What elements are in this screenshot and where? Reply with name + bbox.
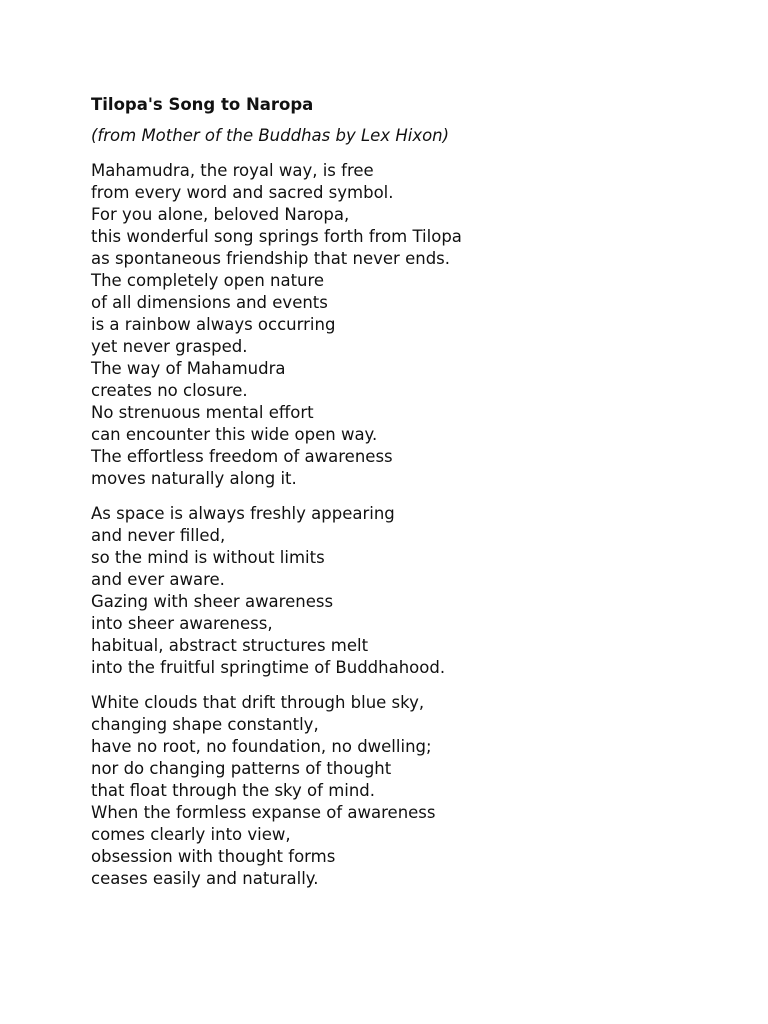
stanza-container	[91, 160, 731, 890]
poem-line: from every word and sacred symbol.	[91, 183, 394, 202]
poem-line: is a rainbow always occurring	[91, 315, 336, 334]
poem-line: The completely open nature	[91, 271, 325, 290]
stanza	[91, 503, 731, 679]
poem-line: into sheer awareness,	[91, 614, 273, 633]
poem-line: have no root, no foundation, no dwelling;	[91, 737, 432, 756]
poem-line: moves naturally along it.	[91, 469, 297, 488]
source-attribution: (from Mother of the Buddhas by Lex Hixon)	[91, 126, 450, 145]
poem-line: comes clearly into view,	[91, 825, 291, 844]
poem-line: yet never grasped.	[91, 337, 248, 356]
poem-line: changing shape constantly,	[91, 715, 319, 734]
stanza	[91, 160, 731, 490]
poem-line: When the formless expanse of awareness	[91, 803, 436, 822]
poem-line: so the mind is without limits	[91, 548, 325, 567]
poem-line: As space is always freshly appearing	[91, 504, 395, 523]
poem-line: Mahamudra, the royal way, is free	[91, 161, 374, 180]
poem-line: The effortless freedom of awareness	[91, 447, 393, 466]
poem-line: this wonderful song springs forth from Tilopa	[91, 227, 462, 246]
poem-line: and never filled,	[91, 526, 226, 545]
poem-line: nor do changing patterns of thought	[91, 759, 392, 778]
poem-line: that float through the sky of mind.	[91, 781, 376, 800]
poem-line: ceases easily and naturally.	[91, 869, 319, 888]
poem-line: and ever aware.	[91, 570, 225, 589]
poem-line: No strenuous mental effort	[91, 403, 314, 422]
poem-line: The way of Mahamudra	[91, 359, 286, 378]
poem-line: creates no closure.	[91, 381, 248, 400]
poem-line: Gazing with sheer awareness	[91, 592, 334, 611]
stanza	[91, 692, 731, 890]
page-title: Tilopa's Song to Naropa	[91, 95, 314, 114]
poem-line: of all dimensions and events	[91, 293, 328, 312]
poem-line: obsession with thought forms	[91, 847, 336, 866]
poem-line: can encounter this wide open way.	[91, 425, 378, 444]
poem-line: White clouds that drift through blue sky,	[91, 693, 425, 712]
poem-line: habitual, abstract structures melt	[91, 636, 369, 655]
poem-body	[91, 94, 731, 903]
poem-line: For you alone, beloved Naropa,	[91, 205, 350, 224]
poem-line: as spontaneous friendship that never ends.	[91, 249, 451, 268]
poem-line: into the fruitful springtime of Buddhahood.	[91, 658, 446, 677]
